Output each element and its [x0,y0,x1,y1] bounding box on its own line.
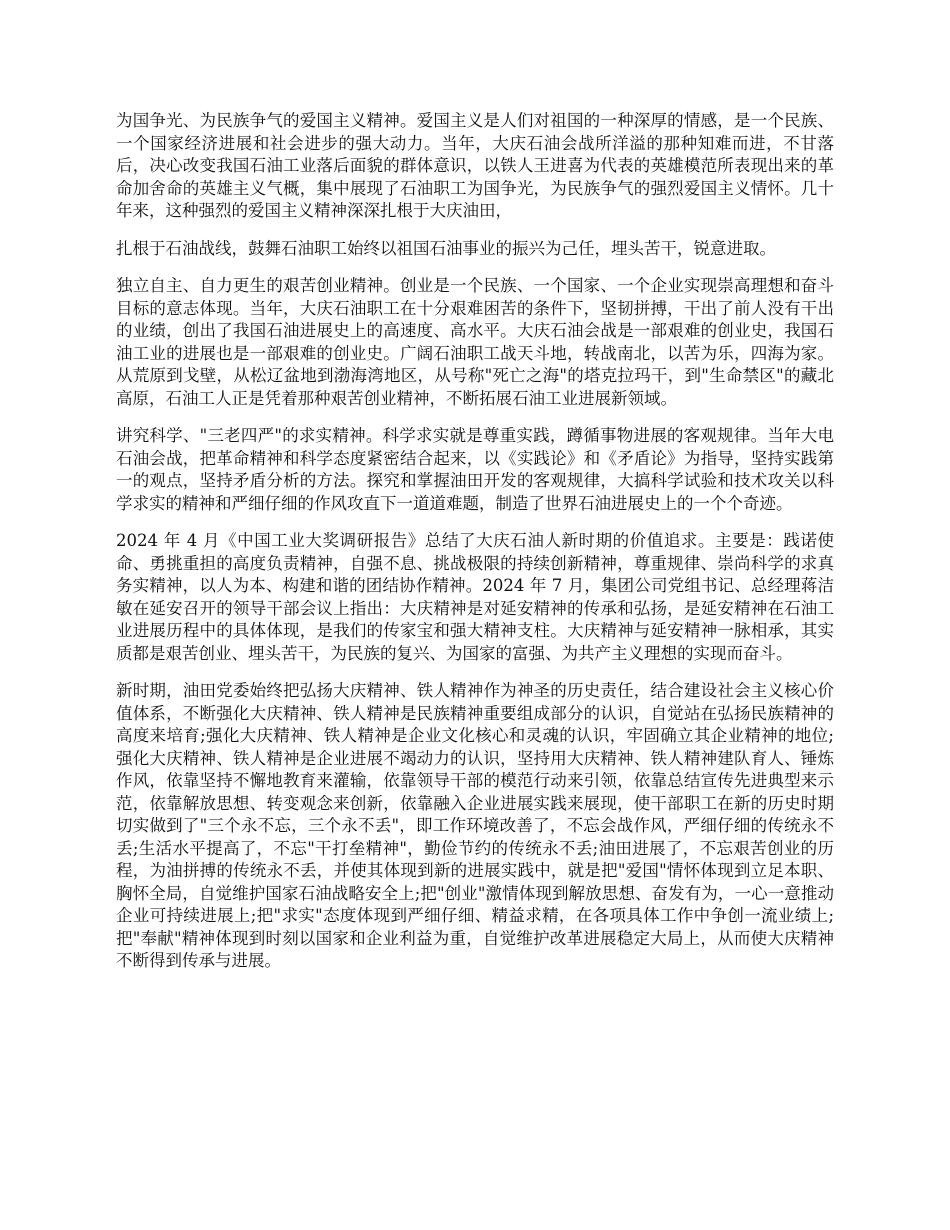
paragraph-pioneering-spirit: 独立自主、自力更生的艰苦创业精神。创业是一个民族、一个国家、一个企业实现崇高理想和奋斗目标的意志体现。当年，大庆石油职工在十分艰难困苦的条件下，坚韧拼搏，干出了前人没有干出的业绩，创出了我国石油进展史上的高速度、高水平。大庆石油会战是一部艰难的创业史，我国石油工业的进展也是一部艰难的创业史。广阔石油职工战天斗地，转战南北，以苦为乐，四海为家。从荒原到戈壁，从松辽盆地到渤海湾地区，从号称"死亡之海"的塔克拉玛干，到"生命禁区"的藏北高原，石油工人正是凭着那种艰苦创业精神，不断拓展石油工业进展新领域。 [116,276,834,408]
paragraph-patriotism-continued: 扎根于石油战线，鼓舞石油职工始终以祖国石油事业的振兴为己任，埋头苦干，锐意进取。 [116,238,776,258]
paragraph-scientific-spirit: 讲究科学、"三老四严"的求实精神。科学求实就是尊重实践，蹲循事物进展的客观规律。当年大电石油会战，把革命精神和科学态度紧密结合起来，以《实践论》和《矛盾论》为指导，坚持实践第一的观点，坚持矛盾分析的方法。探究和掌握油田开发的客观规律，大搞科学试验和技术攻关以科学求实的精神和严细仔细的作风攻直下一道道难题，制造了世界石油进展史上的一个个奇迹。 [116,426,834,513]
paragraph-new-period-inheritance: 新时期，油田党委始终把弘扬大庆精神、铁人精神作为神圣的历史责任，结合建设社会主义核心价值体系，不断强化大庆精神、铁人精神是民族精神重要组成部分的认识，自觉站在弘扬民族精神的高度来培育;强化大庆精神、铁人精神是企业文化核心和灵魂的认识，牢固确立其企业精神的地位;强化大庆精神、铁人精神是企业进展不竭动力的认识，坚持用大庆精神、铁人精神建队育人、锤炼作风，依靠坚持不懈地教育来灌输，依靠领导干部的模范行动来引领，依靠总结宣传先进典型来示范，依靠解放思想、转变观念来创新，依靠融入企业进展实践来展现，使干部职工在新的历史时期切实做到了"三个永不忘，三个永不丢"，即工作环境改善了，不忘会战作风，严细仔细的传统永不丢;生活水平提高了，不忘"干打垒精神"，勤俭节约的传统永不丢;油田进展了，不忘艰苦创业的历程，为油拼搏的传统永不丢，并使其体现到新的进展实践中，就是把"爱国"情怀体现到立足本职、胸怀全局，自觉维护国家石油战略安全上;把"创业"激情体现到解放思想、奋发有为，一心一意推动企业可持续进展上;把"求实"态度体现到严细仔细、精益求精，在各项具体工作中争创一流业绩上;把"奉献"精神体现到时刻以国家和企业利益为重，自觉维护改革进展稳定大局上，从而使大庆精神不断得到传承与进展。 [116,681,834,970]
document-page [116,110,834,988]
paragraph-patriotism: 为国争光、为民族争气的爱国主义精神。爱国主义是人们对祖国的一种深厚的情感，是一个民族、一个国家经济进展和社会进步的强大动力。当年，大庆石油会战所洋溢的那种知难而进，不甘落后，决心改变我国石油工业落后面貌的群体意识，以铁人王进喜为代表的英雄模范所表现出来的革命加舍命的英雄主义气概，集中展现了石油职工为国争光，为民族争气的强烈爱国主义情怀。几十年来，这种强烈的爱国主义精神深深扎根于大庆油田， [116,111,834,220]
paragraph-new-era-values: 2024 年 4 月《中国工业大奖调研报告》总结了大庆石油人新时期的价值追求。主要是：践诺使命、勇挑重担的高度负责精神，自强不息、挑战极限的持续创新精神，尊重规律、崇尚科学的求真务实精神，以人为本、构建和谐的团结协作精神。2024 年 7 月，集团公司党组书记、总经理蒋洁敏在延安召开的领导干部会议上指出：大庆精神是对延安精神的传承和弘扬，是延安精神在石油工业进展历程中的具体体现，是我们的传家宝和强大精神支柱。大庆精神与延安精神一脉相承，其实质都是艰苦创业、埋头苦干，为民族的复兴、为国家的富强、为共产主义理想的实现而奋斗。 [116,531,834,663]
